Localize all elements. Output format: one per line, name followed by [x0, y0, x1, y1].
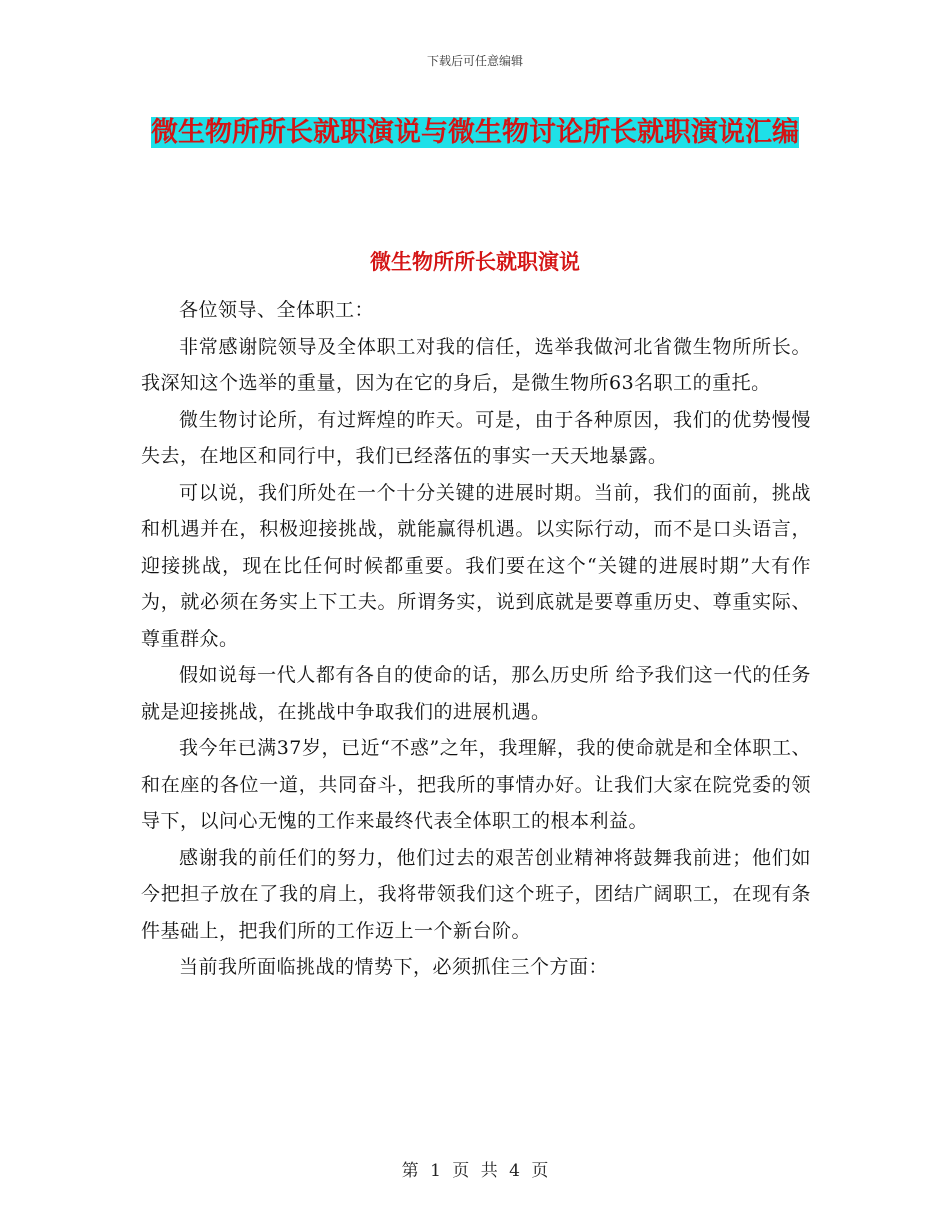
document-body — [141, 292, 811, 986]
document-title-text: 微生物所所长就职演说与微生物讨论所长就职演说汇编 — [151, 117, 799, 148]
paragraph: 感谢我的前任们的努力，他们过去的艰苦创业精神将鼓舞我前进；他们如今把担子放在了我的肩上，我将带领我们这个班子，团结广阔职工，在现有条件基础上，把我们所的工作迈上一个新台阶。 — [141, 846, 811, 942]
section-title: 微生物所所长就职演说 — [370, 250, 580, 274]
paragraph: 可以说，我们所处在一个十分关键的进展时期。当前，我们的面前，挑战和机遇并在，积极迎接挑战，就能赢得机遇。以实际行动，而不是口头语言，迎接挑战，现在比任何时候都重要。我们要在这个“关键的进展时期”大有作为，就必须在务实上下工夫。所谓务实，说到底就是要尊重历史、尊重实际、尊重群众。 — [141, 481, 811, 650]
paragraph: 当前我所面临挑战的情势下，必须抓住三个方面： — [179, 956, 609, 978]
paragraph: 微生物讨论所，有过辉煌的昨天。可是，由于各种原因，我们的优势慢慢失去，在地区和同行中，我们已经落伍的事实一天天地暴露。 — [141, 408, 811, 467]
paragraph-salutation: 各位领导、全体职工： — [179, 299, 375, 321]
page-number-footer: 第 1 页 共 4 页 — [401, 1161, 549, 1181]
paragraph: 非常感谢院领导及全体职工对我的信任，选举我做河北省微生物所所长。我深知这个选举的重量，因为在它的身后，是微生物所63名职工的重托。 — [141, 335, 811, 394]
paragraph: 我今年已满37岁，已近“不惑”之年，我理解，我的使命就是和全体职工、和在座的各位一道，共同奋斗，把我所的事情办好。让我们大家在院党委的领导下，以问心无愧的工作来最终代表全体职工的根本利益。 — [141, 737, 811, 832]
document-title — [140, 108, 810, 158]
paragraph: 假如说每一代人都有各自的使命的话，那么历史所 给予我们这一代的任务就是迎接挑战，在挑战中争取我们的进展机遇。 — [141, 664, 811, 723]
page-header-note: 下载后可任意编辑 — [426, 54, 523, 68]
